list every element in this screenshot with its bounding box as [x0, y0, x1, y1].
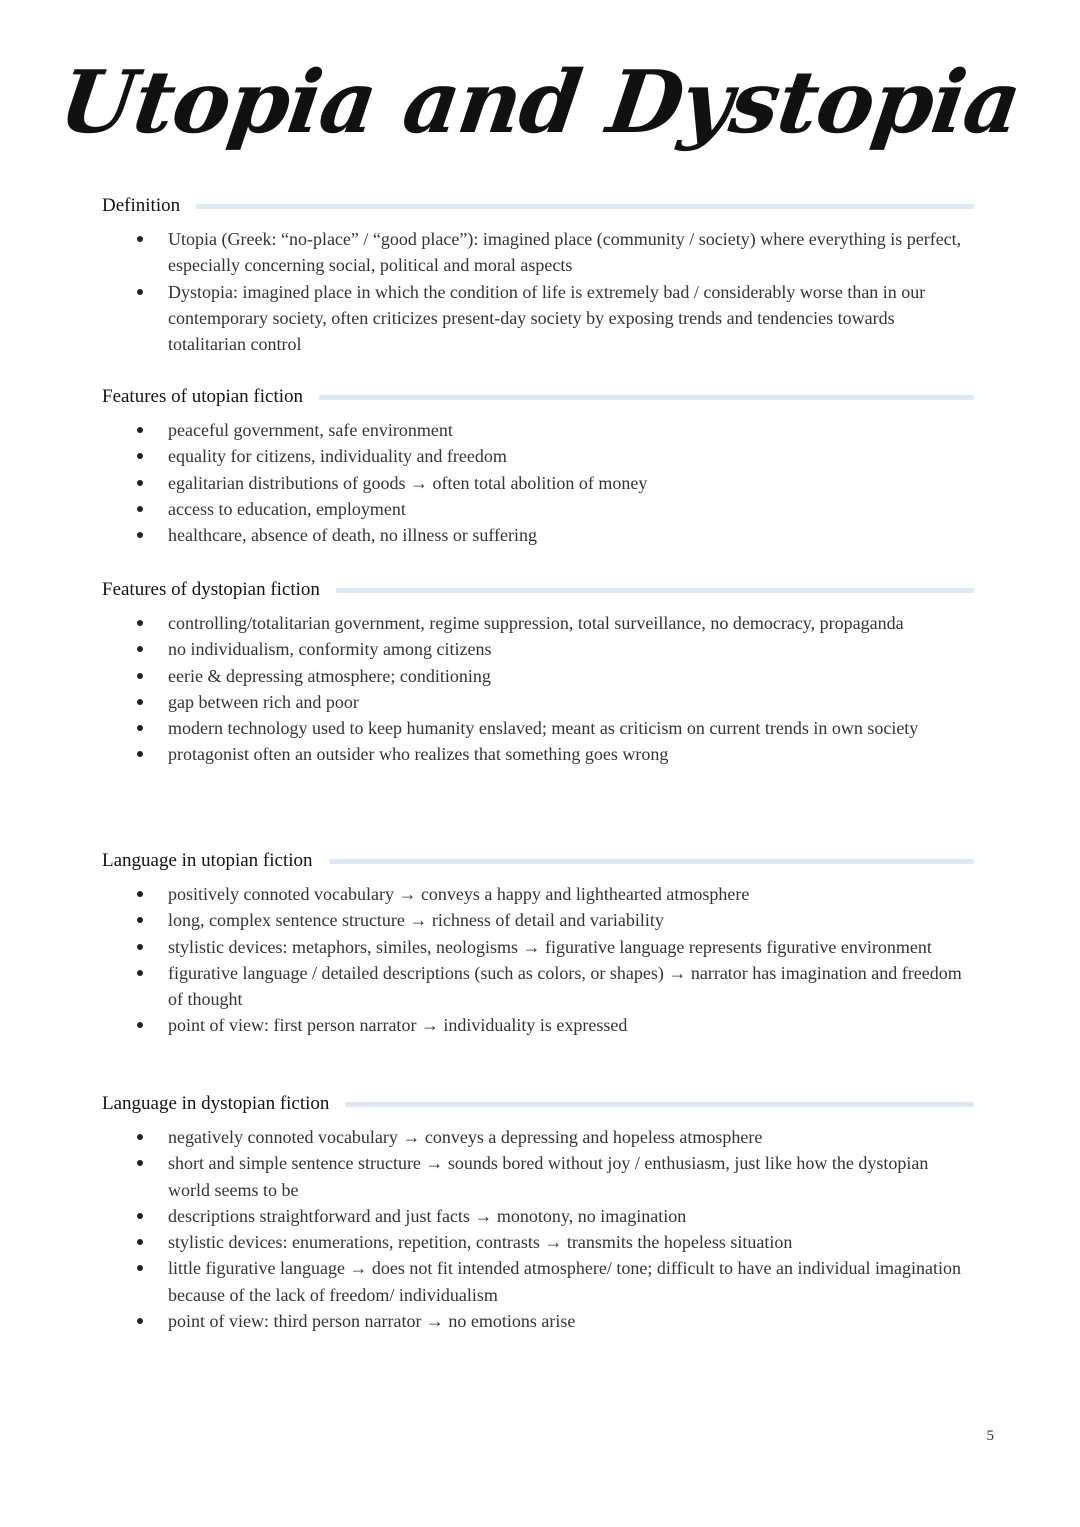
section-features-dystopian — [102, 578, 974, 768]
section-header — [102, 578, 974, 602]
list-item: eerie & depressing atmosphere; conditioning — [102, 663, 974, 689]
section-heading: Definition — [102, 195, 181, 216]
section-divider — [329, 859, 974, 864]
list-item: negatively connoted vocabulary → conveys a depressing and hopeless atmosphere — [102, 1124, 974, 1150]
list-item: figurative language / detailed descriptions (such as colors, or shapes) → narrator has imagination and freedom of thought — [102, 960, 974, 1013]
list-item: Utopia (Greek: “no-place” / “good place”): imagined place (community / society) where everything is perfect, especially concerning social, political and moral aspects — [102, 226, 974, 279]
bullet-list — [102, 417, 974, 548]
page-title: Utopia and Dystopia — [53, 52, 1027, 153]
section-language-utopian — [102, 849, 974, 1039]
list-item: positively connoted vocabulary → conveys a happy and lighthearted atmosphere — [102, 881, 974, 907]
section-header — [102, 849, 974, 873]
list-item: stylistic devices: metaphors, similes, neologisms → figurative language represents figurative environment — [102, 934, 974, 960]
section-definition — [102, 194, 974, 357]
list-item: egalitarian distributions of goods → often total abolition of money — [102, 470, 974, 496]
section-divider — [336, 588, 974, 593]
list-item: Dystopia: imagined place in which the condition of life is extremely bad / considerably worse than in our contemporary society, often criticizes present-day society by exposing trends and tendencies towards totalitarian control — [102, 279, 974, 358]
section-features-utopian — [102, 385, 974, 548]
bullet-list — [102, 1124, 974, 1334]
section-divider — [319, 395, 974, 400]
section-divider — [196, 204, 974, 209]
list-item: long, complex sentence structure → richness of detail and variability — [102, 907, 974, 933]
list-item: peaceful government, safe environment — [102, 417, 974, 443]
list-item: point of view: first person narrator → individuality is expressed — [102, 1012, 974, 1038]
section-heading: Features of utopian fiction — [102, 386, 304, 407]
page-number: 5 — [986, 1428, 994, 1444]
section-header — [102, 194, 974, 218]
list-item: controlling/totalitarian government, regime suppression, total surveillance, no democracy, propaganda — [102, 610, 974, 636]
section-header — [102, 1092, 974, 1116]
list-item: no individualism, conformity among citizens — [102, 636, 974, 662]
list-item: little figurative language → does not fit intended atmosphere/ tone; difficult to have an individual imagination because of the lack of freedom/ individualism — [102, 1255, 974, 1308]
section-heading: Features of dystopian fiction — [102, 579, 320, 600]
list-item: gap between rich and poor — [102, 689, 974, 715]
list-item: access to education, employment — [102, 496, 974, 522]
list-item: short and simple sentence structure → sounds bored without joy / enthusiasm, just like how the dystopian world seems to be — [102, 1150, 974, 1203]
list-item: equality for citizens, individuality and freedom — [102, 443, 974, 469]
section-heading: Language in dystopian fiction — [102, 1093, 330, 1114]
list-item: modern technology used to keep humanity enslaved; meant as criticism on current trends in own society — [102, 715, 974, 741]
section-divider — [345, 1102, 974, 1107]
list-item: descriptions straightforward and just facts → monotony, no imagination — [102, 1203, 974, 1229]
list-item: stylistic devices: enumerations, repetition, contrasts → transmits the hopeless situation — [102, 1229, 974, 1255]
section-heading: Language in utopian fiction — [102, 850, 313, 871]
bullet-list — [102, 610, 974, 768]
list-item: healthcare, absence of death, no illness or suffering — [102, 522, 974, 548]
section-language-dystopian — [102, 1092, 974, 1334]
bullet-list — [102, 226, 974, 357]
section-header — [102, 385, 974, 409]
bullet-list — [102, 881, 974, 1039]
list-item: protagonist often an outsider who realizes that something goes wrong — [102, 741, 974, 767]
list-item: point of view: third person narrator → no emotions arise — [102, 1308, 974, 1334]
